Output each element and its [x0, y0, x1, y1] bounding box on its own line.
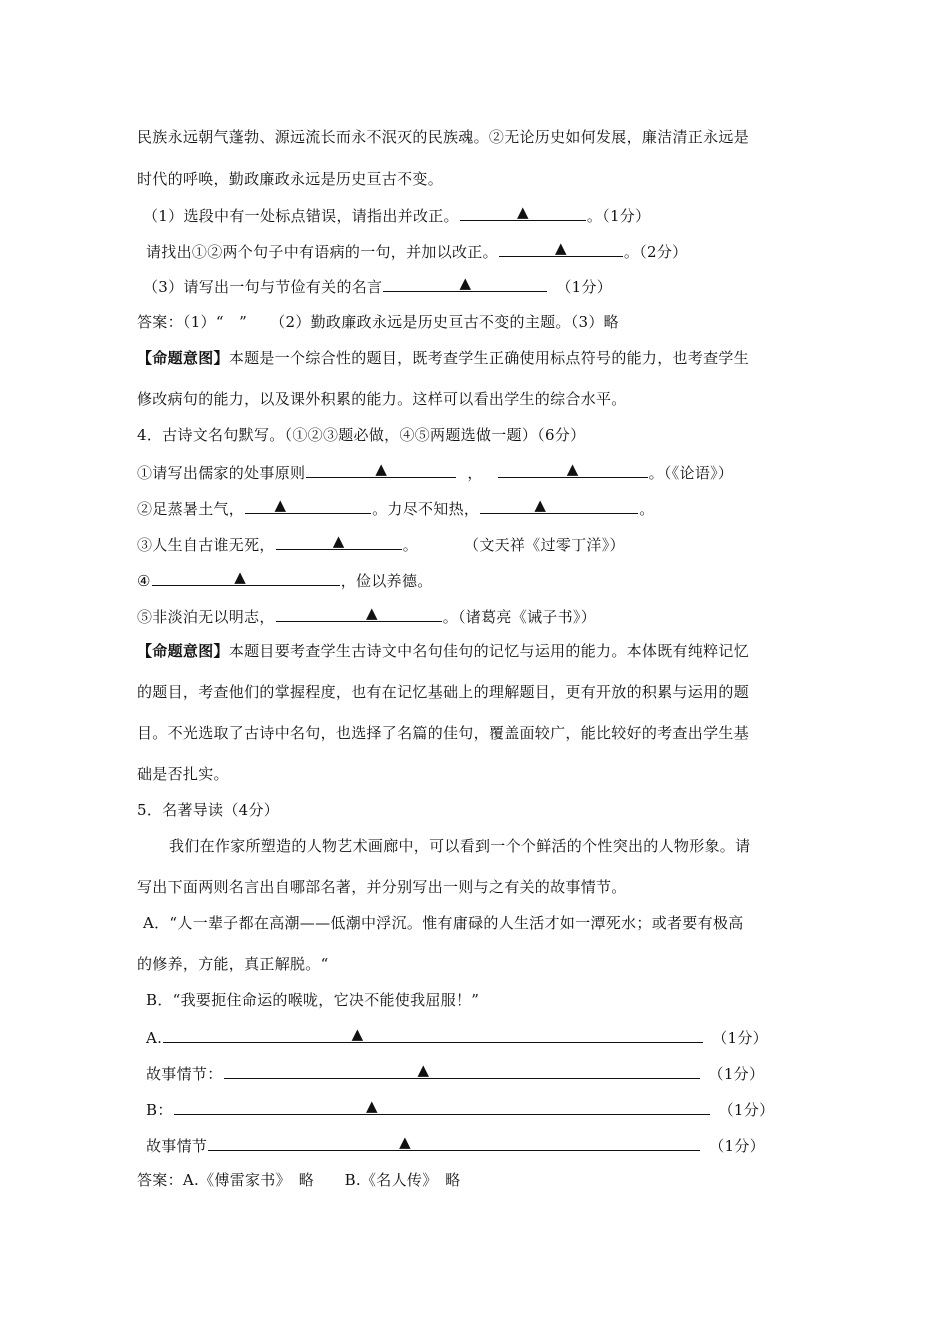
- question-text: 。力尽不知热，: [372, 500, 480, 518]
- answer-line-b: [146, 1098, 774, 1120]
- triangle-icon: ▲: [399, 1133, 411, 1151]
- question-4-1: [137, 461, 733, 483]
- question-text: ②足蒸暑土气，: [137, 500, 245, 518]
- question-text: 。（《论语》）: [648, 464, 734, 482]
- question-4-title: 4．古诗文名句默写。（①②③题必做，④⑤两题选做一题）（6分）: [137, 426, 586, 444]
- triangle-icon: ▲: [459, 274, 472, 292]
- answer-blank[interactable]: [163, 1026, 703, 1043]
- text-line: 民族永远朝气蓬勃、源远流长而永不泯灭的民族魂。②无论历史如何发展，廉洁清正永远是: [137, 128, 750, 146]
- score-text: （1分）: [709, 1137, 765, 1155]
- question-text: ③人生自古谁无死，: [137, 536, 275, 554]
- question-text: （1分）: [556, 278, 613, 296]
- intent-text: 本题目要考查学生古诗文中名句佳句的记忆与运用的能力。本体既有纯粹记忆: [228, 642, 750, 660]
- triangle-icon: ▲: [554, 239, 567, 257]
- text-line: 写出下面两则名言出自哪部名著，并分别写出一则与之有关的故事情节。: [137, 878, 627, 896]
- triangle-icon: ▲: [366, 1097, 378, 1115]
- question-text: 。: [402, 536, 419, 554]
- triangle-icon: ▲: [516, 203, 529, 221]
- question-1-2: [146, 240, 687, 262]
- question-5-title: 5．名著导读（4分）: [137, 801, 280, 819]
- quote-b: B．“我要扼住命运的喉咙，它决不能使我屈服！”: [146, 991, 480, 1009]
- question-4-4: [137, 569, 433, 591]
- quote-a: A．“人一辈子都在高潮——低潮中浮沉。惟有庸碌的人生活才如一潭死水；或者要有极高: [143, 914, 744, 932]
- triangle-icon: ▲: [566, 460, 579, 478]
- question-1-1: [143, 204, 650, 226]
- answer-5: 答案：A.《傅雷家书》 略 B.《名人传》 略: [137, 1171, 461, 1189]
- question-text: （1）选段中有一处标点错误，请指出并改正。: [143, 207, 459, 225]
- question-4-3: [137, 533, 625, 555]
- question-text: ，俭以养德。: [340, 572, 433, 590]
- text-line: 时代的呼唤，勤政廉政永远是历史亘古不变。: [137, 170, 444, 188]
- triangle-icon: ▲: [375, 460, 388, 478]
- score-text: （1分）: [708, 1065, 765, 1083]
- answer-label: A.: [146, 1029, 163, 1047]
- question-text: ④: [137, 572, 151, 590]
- answer-blank[interactable]: [383, 275, 547, 292]
- answer-blank[interactable]: [306, 461, 456, 478]
- answer-label: 故事情节：: [146, 1065, 223, 1083]
- triangle-icon: ▲: [332, 532, 345, 550]
- answer-1: 答案：（1）“ ” （2）勤政廉政永远是历史亘古不变的主题。（3）略: [137, 313, 619, 331]
- answer-label: 故事情节: [146, 1137, 208, 1155]
- question-text: ⑤非淡泊无以明志，: [137, 608, 275, 626]
- intent-label: 【命题意图】: [137, 642, 229, 660]
- answer-blank[interactable]: [208, 1134, 700, 1151]
- answer-blank[interactable]: [276, 605, 442, 622]
- triangle-icon: ▲: [274, 496, 287, 514]
- question-text: 请找出①②两个句子中有语病的一句，并加以改正。: [146, 243, 498, 261]
- answer-line-story-2: [146, 1134, 765, 1156]
- question-1-3: [143, 275, 612, 297]
- question-text: 。: [639, 500, 655, 518]
- text-line: 的修养，方能，真正解脱。“: [137, 955, 329, 973]
- answer-line-story-1: [146, 1062, 764, 1084]
- source-text: （文天祥《过零丁洋》）: [464, 536, 625, 554]
- triangle-icon: ▲: [366, 604, 378, 622]
- answer-blank[interactable]: [174, 1098, 710, 1115]
- answer-blank[interactable]: [480, 497, 638, 514]
- question-text: ，: [467, 464, 483, 482]
- answer-blank[interactable]: [152, 569, 340, 586]
- question-4-2: [137, 497, 655, 519]
- triangle-icon: ▲: [234, 568, 247, 586]
- answer-label: B：: [146, 1101, 173, 1119]
- intent-label: 【命题意图】: [137, 349, 229, 367]
- score-text: （1分）: [718, 1101, 775, 1119]
- text-line: 目。不光选取了古诗中名句，也选择了名篇的佳句，覆盖面较广，能比较好的考查出学生基: [137, 724, 750, 742]
- text-line: 的题目，考查他们的掌握程度，也有在记忆基础上的理解题目，更有开放的积累与运用的题: [137, 683, 750, 701]
- text-line: 础是否扎实。: [137, 765, 229, 783]
- question-text: 。（1分）: [586, 207, 651, 225]
- intent-1-line: [137, 348, 749, 368]
- text-line: 我们在作家所塑造的人物艺术画廊中，可以看到一个个鲜活的个性突出的人物形象。请: [169, 837, 751, 855]
- score-text: （1分）: [712, 1029, 768, 1047]
- triangle-icon: ▲: [417, 1061, 430, 1079]
- question-4-5: [137, 605, 596, 627]
- question-text: 。（2分）: [623, 243, 688, 261]
- intent-text: 本题是一个综合性的题目，既考查学生正确使用标点符号的能力，也考查学生: [228, 349, 750, 367]
- answer-blank[interactable]: [499, 240, 623, 257]
- answer-blank[interactable]: [276, 533, 402, 550]
- intent-2-line: [137, 641, 749, 661]
- answer-blank[interactable]: [498, 461, 648, 478]
- question-text: （3）请写出一句与节俭有关的名言: [143, 278, 383, 296]
- question-text: 。（诸葛亮《诫子书》）: [442, 608, 597, 626]
- answer-blank[interactable]: [460, 204, 586, 221]
- question-text: ①请写出儒家的处事原则: [137, 464, 306, 482]
- answer-line-a: [146, 1026, 768, 1048]
- answer-blank[interactable]: [245, 497, 371, 514]
- answer-blank[interactable]: [224, 1062, 700, 1079]
- triangle-icon: ▲: [534, 496, 547, 514]
- text-line: 修改病句的能力，以及课外积累的能力。这样可以看出学生的综合水平。: [137, 390, 627, 408]
- triangle-icon: ▲: [351, 1025, 364, 1043]
